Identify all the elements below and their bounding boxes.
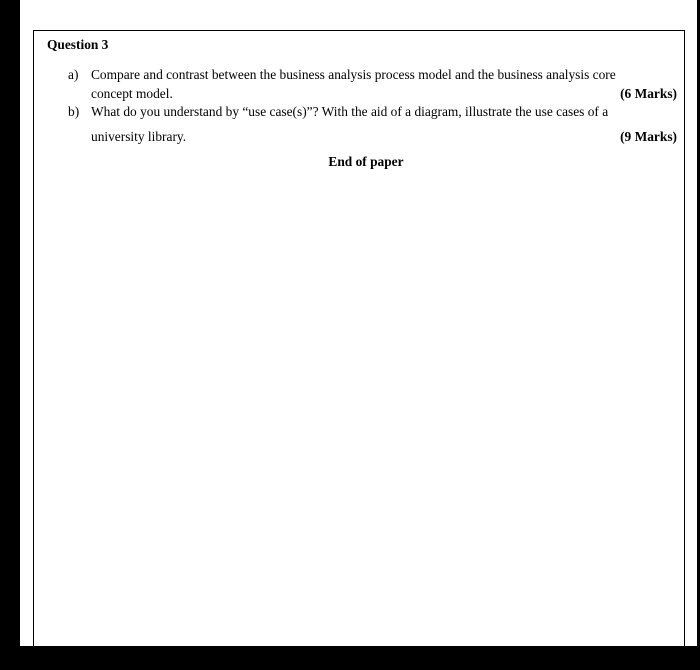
item-a-text-line2: concept model. [91, 86, 173, 101]
question-border-frame [33, 30, 685, 670]
question-title: Question 3 [47, 37, 109, 52]
item-a-text-line1: Compare and contrast between the business analysis process model and the business analysis core [91, 67, 616, 82]
item-a-label: a) [68, 67, 79, 82]
item-a-marks: (6 Marks) [620, 86, 677, 101]
item-b-text-line2: university library. [91, 129, 187, 144]
end-of-paper: End of paper [328, 154, 404, 169]
item-b-text-line1: What do you understand by “use case(s)”? With the aid of a diagram, illustrate the use cases of a [91, 104, 609, 119]
item-b-marks: (9 Marks) [620, 129, 677, 144]
item-b-label: b) [68, 104, 80, 119]
